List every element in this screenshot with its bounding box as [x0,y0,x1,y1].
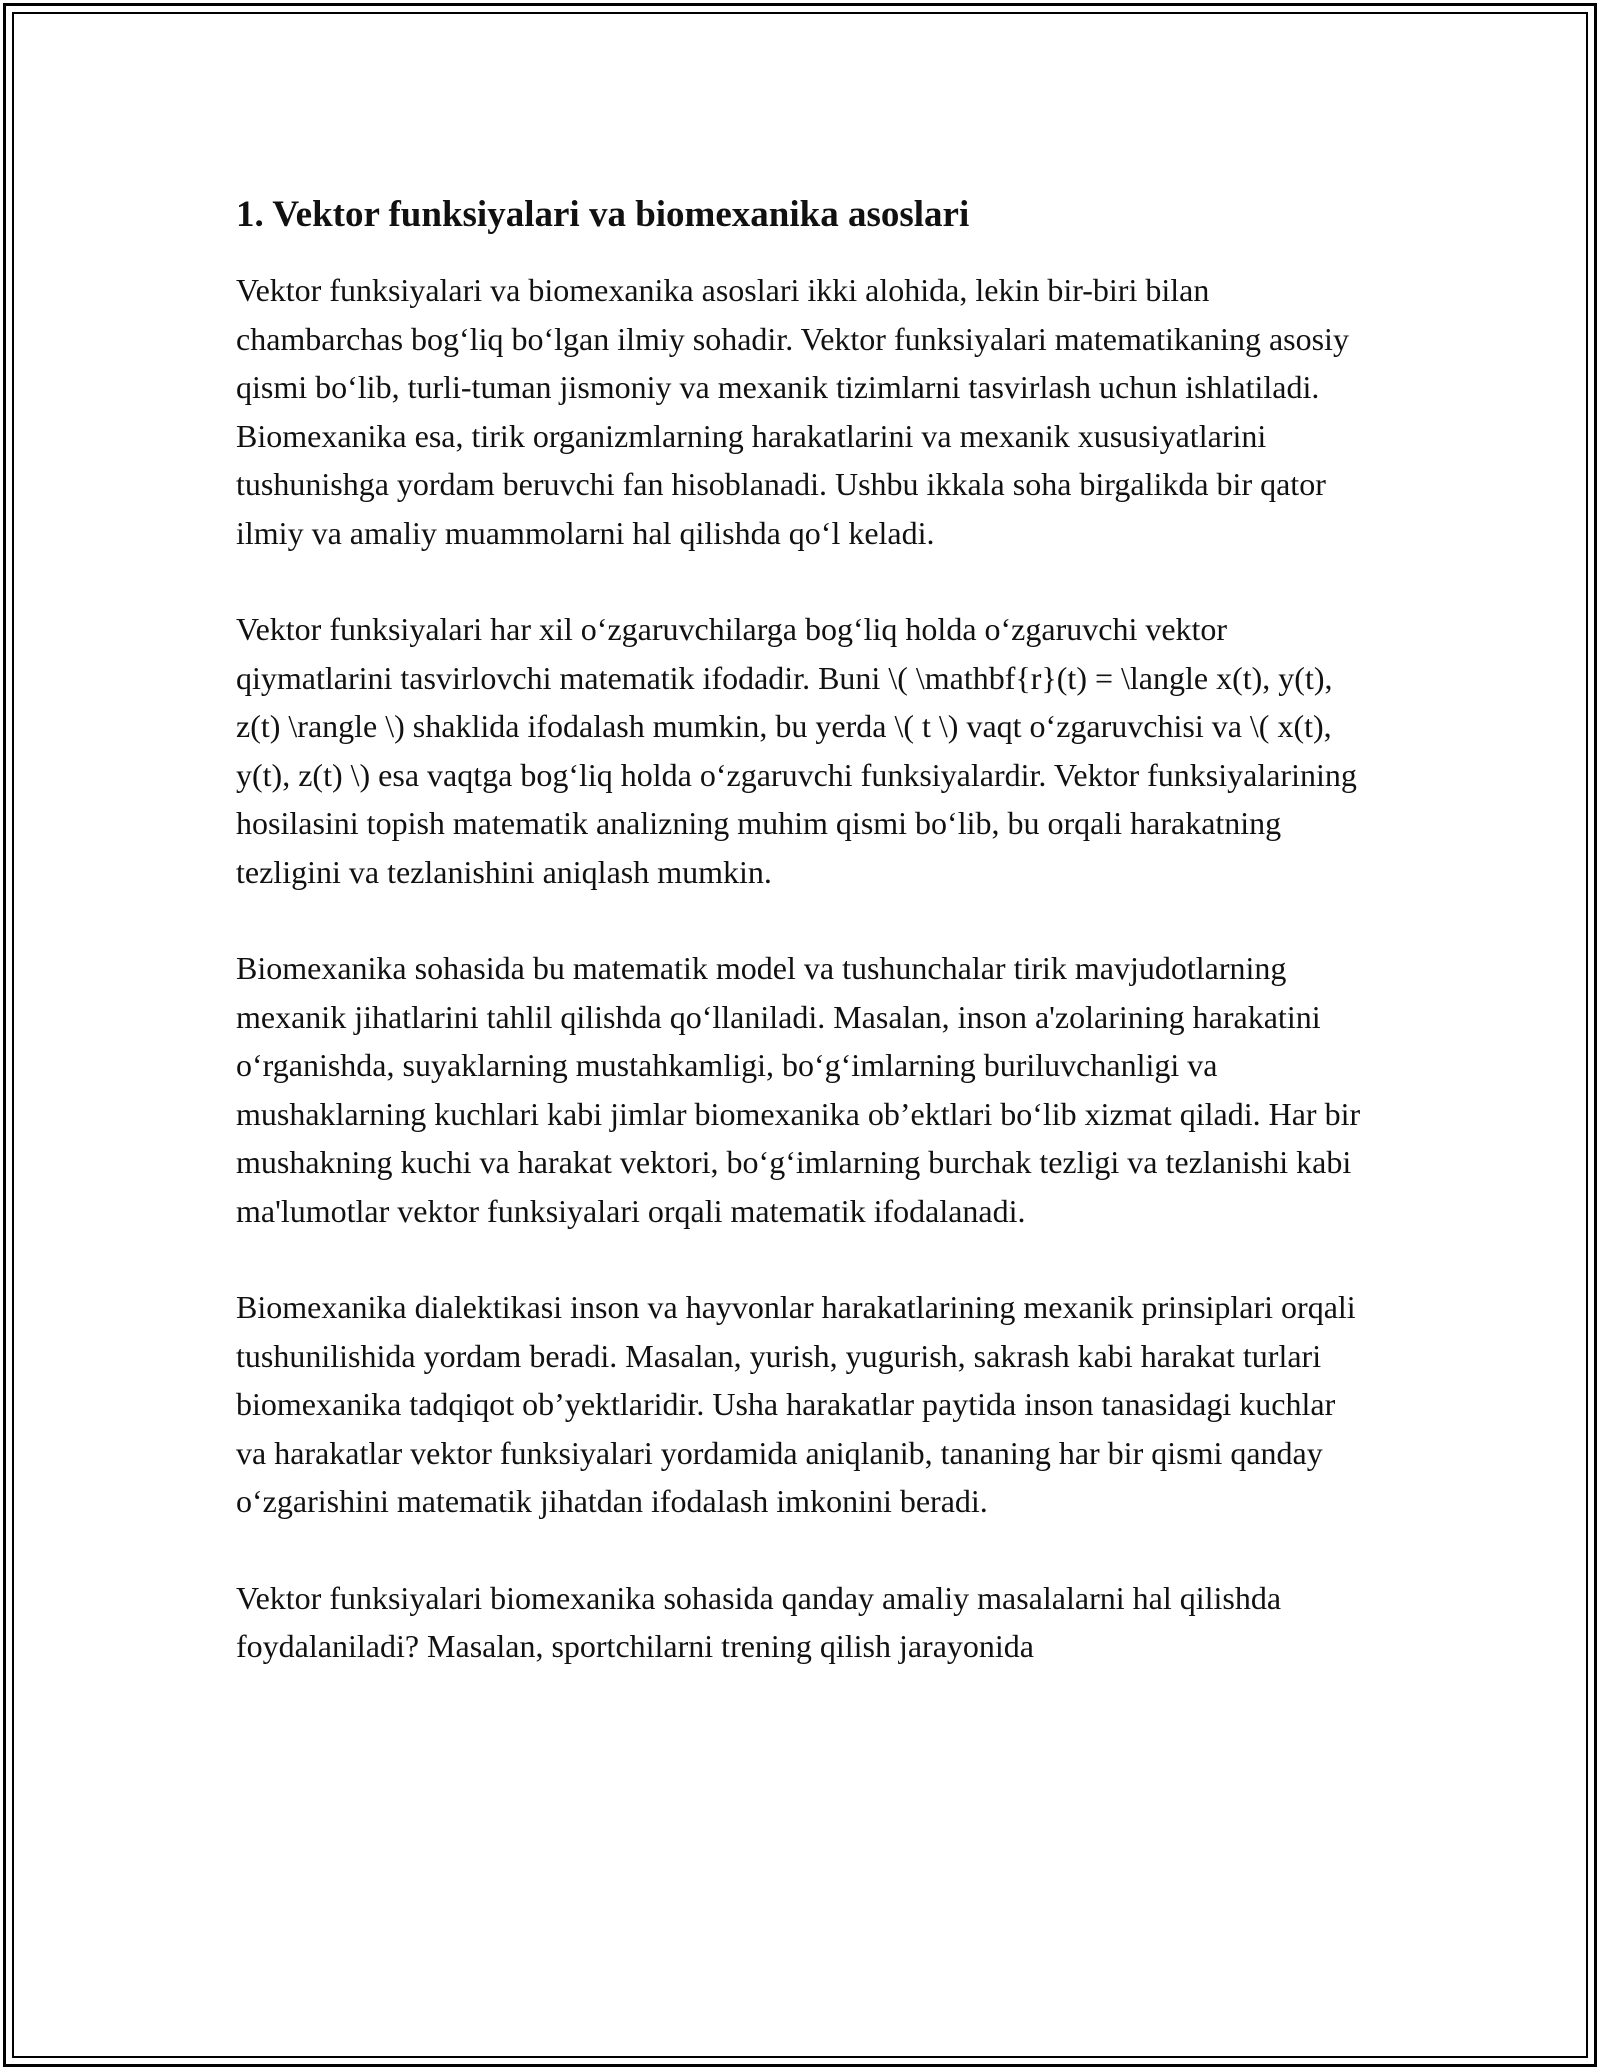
paragraph-2: Vektor funksiyalari har xil o‘zgaruvchilarga bog‘liq holda o‘zgaruvchi vektor qiymatlarini tasvirlovchi matematik ifodadir. Buni \( \mathbf{r}(t) = \langle x(t), y(t), z(t) \rangle \) shaklida ifodalash mumkin, bu yerda \( t \) vaqt o‘zgaruvchisi va \( x(t), y(t), z(t) \) esa vaqtga bog‘liq holda o‘zgaruvchi funksiyalardir. Vektor funksiyalarining hosilasini topish matematik analizning muhim qismi bo‘lib, bu orqali harakatning tezligini va tezlanishini aniqlash mumkin. [236,611,1357,890]
paragraph-4: Biomexanika dialektikasi inson va hayvonlar harakatlarining mexanik prinsiplari orqali tushunilishida yordam beradi. Masalan, yurish, yugurish, sakrash kabi harakat turlari biomexanika tadqiqot ob’yektlaridir. Usha harakatlar paytida inson tanasidagi kuchlar va harakatlar vektor funksiyalari yordamida aniqlanib, tananing har bir qismi qanday o‘zgarishini matematik jihatdan ifodalash imkonini beradi. [236,1289,1356,1519]
paragraph-3: Biomexanika sohasida bu matematik model va tushunchalar tirik mavjudotlarning mexanik jihatlarini tahlil qilishda qo‘llaniladi. Masalan, inson a'zolarining harakatini o‘rganishda, suyaklarning mustahkamligi, bo‘g‘imlarning buriluvchanligi va mushaklarning kuchlari kabi jimlar biomexanika ob’ektlari bo‘lib xizmat qiladi. Har bir mushakning kuchi va harakat vektori, bo‘g‘imlarning burchak tezligi va tezlanishi kabi ma'lumotlar vektor funksiyalari orqali matematik ifodalanadi. [236,950,1361,1229]
paragraph-5: Vektor funksiyalari biomexanika sohasida qanday amaliy masalalarni hal qilishda foydalaniladi? Masalan, sportchilarni trening qilish jarayonida [236,1579,1282,1664]
document-body [236,186,1366,1719]
paragraph-1: Vektor funksiyalari va biomexanika asoslari ikki alohida, lekin bir-biri bilan chambarchas bog‘liq bo‘lgan ilmiy sohadir. Vektor funksiyalari matematikaning asosiy qismi bo‘lib, turli-tuman jismoniy va mexanik tizimlarni tasvirlash uchun ishlatiladi. Biomexanika esa, tirik organizmlarning harakatlarini va mexanik xususiyatlarini tushunishga yordam beruvchi fan hisoblanadi. Ushbu ikkala soha birgalikda bir qator ilmiy va amaliy muammolarni hal qilishda qo‘l keladi. [236,272,1349,551]
section-heading: 1. Vektor funksiyalari va biomexanika asoslari [236,194,970,235]
